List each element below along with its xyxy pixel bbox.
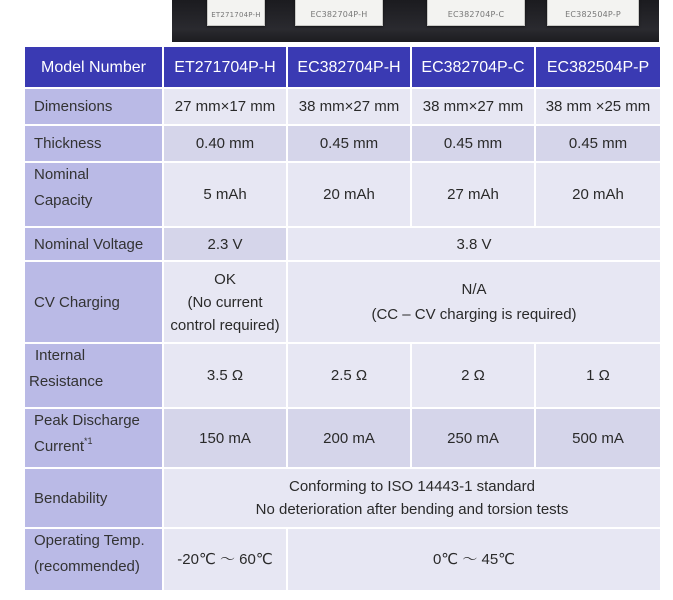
- table-cell: 38 mm×27 mm: [412, 89, 536, 124]
- row-label-line: Peak Discharge: [34, 412, 140, 429]
- header-model: EC382704P-H: [288, 47, 412, 87]
- table-cell: 27 mm×17 mm: [164, 89, 288, 124]
- cell-line: OK: [214, 270, 236, 288]
- table-cell: 20 mAh: [536, 163, 660, 226]
- table-cell: 2 Ω: [412, 344, 536, 407]
- row-label-line: Nominal: [34, 166, 90, 183]
- table-cell: 0.45 mm: [288, 126, 412, 161]
- row-label: Dimensions: [25, 89, 164, 124]
- cell-line: N/A: [461, 281, 487, 298]
- table-cell: 27 mAh: [412, 163, 536, 226]
- table-cell: 0.45 mm: [412, 126, 536, 161]
- table-header-row: [25, 47, 660, 89]
- chip-label: EC382704P-C: [447, 10, 505, 19]
- table-cell: 1 Ω: [536, 344, 660, 407]
- table-cell: 2.3 V: [164, 228, 288, 260]
- table-row-cv-charging: [25, 262, 660, 344]
- table-cell: 0.45 mm: [536, 126, 660, 161]
- cell-line: (CC – CV charging is required): [371, 306, 577, 323]
- table-row-peak-discharge: [25, 409, 660, 469]
- table-cell: 20 mAh: [288, 163, 412, 226]
- product-photo-strip: [172, 0, 659, 42]
- table-row-nominal-capacity: [25, 163, 660, 228]
- table-row-dimensions: [25, 89, 660, 126]
- row-label-line: [34, 435, 93, 458]
- header-model: EC382504P-P: [536, 47, 660, 87]
- table-cell: 0.40 mm: [164, 126, 288, 161]
- table-row-thickness: [25, 126, 660, 163]
- row-label: [25, 163, 164, 226]
- cell-line: Conforming to ISO 14443-1 standard: [289, 478, 535, 495]
- row-label-line: Internal: [35, 347, 86, 364]
- cell-line: control required): [170, 316, 280, 334]
- row-label: [25, 344, 164, 407]
- row-label-line: Capacity: [34, 192, 93, 209]
- header-model: EC382704P-C: [412, 47, 536, 87]
- table-cell: 5 mAh: [164, 163, 288, 226]
- table-cell-merged: [288, 262, 660, 342]
- table-row-internal-resistance: [25, 344, 660, 409]
- battery-chip-2: [295, 0, 383, 26]
- table-cell: 500 mA: [536, 409, 660, 467]
- battery-chip-3: [427, 0, 525, 26]
- row-label-line: Resistance: [29, 373, 104, 390]
- cell-line: (No current: [187, 293, 263, 311]
- row-label-line: (recommended): [34, 558, 140, 575]
- row-label: [25, 529, 164, 590]
- battery-chip-1: [207, 0, 265, 26]
- chip-label: EC382704P-H: [310, 10, 368, 19]
- table-cell: 38 mm×27 mm: [288, 89, 412, 124]
- row-label: CV Charging: [25, 262, 164, 342]
- table-cell: 150 mA: [164, 409, 288, 467]
- row-label-line: Operating Temp.: [34, 532, 145, 549]
- table-cell: 200 mA: [288, 409, 412, 467]
- battery-chip-4: [547, 0, 639, 26]
- table-cell: 2.5 Ω: [288, 344, 412, 407]
- chip-label: EC382504P-P: [565, 10, 621, 19]
- row-label: [25, 409, 164, 467]
- table-cell-merged: 3.8 V: [288, 228, 660, 260]
- footnote-marker: *1: [84, 436, 93, 446]
- table-cell: -20℃ ～ 60℃: [164, 529, 288, 590]
- header-label: Model Number: [25, 47, 164, 87]
- row-label-text: Current: [34, 438, 85, 455]
- table-cell-merged: [164, 469, 660, 527]
- row-label: Thickness: [25, 126, 164, 161]
- table-cell: 250 mA: [412, 409, 536, 467]
- table-cell: [164, 262, 288, 342]
- table-row-bendability: [25, 469, 660, 529]
- table-row-nominal-voltage: [25, 228, 660, 262]
- table-cell: 38 mm ×25 mm: [536, 89, 660, 124]
- chip-label: ET271704P-H: [211, 11, 261, 19]
- cell-line: No deterioration after bending and torsion tests: [255, 501, 569, 518]
- row-label: Nominal Voltage: [25, 228, 164, 260]
- row-label: Bendability: [25, 469, 164, 527]
- table-cell: 3.5 Ω: [164, 344, 288, 407]
- spec-table: [25, 47, 660, 592]
- table-cell-merged: 0℃ ～ 45℃: [288, 529, 660, 590]
- header-model: ET271704P-H: [164, 47, 288, 87]
- table-row-operating-temp: [25, 529, 660, 592]
